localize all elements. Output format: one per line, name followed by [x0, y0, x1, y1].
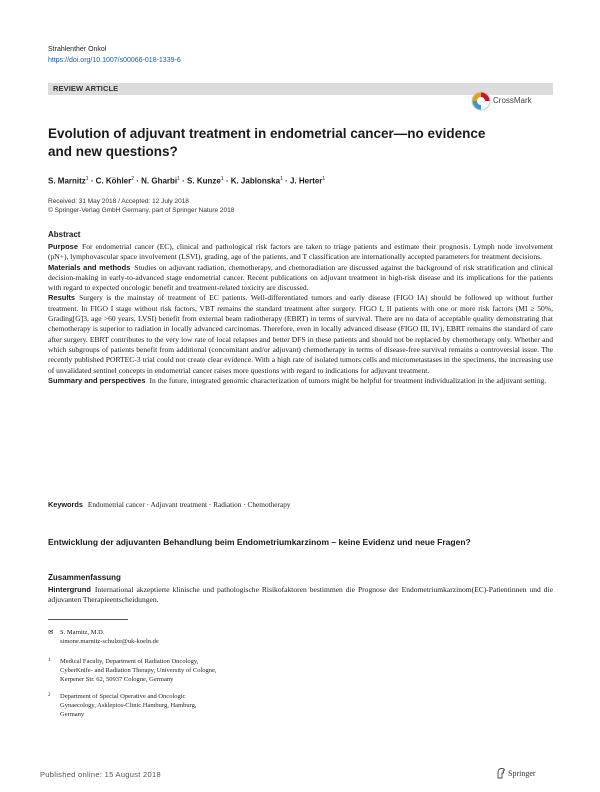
- german-background-label: Hintergrund: [48, 585, 91, 594]
- affiliation-1-number: 1: [48, 658, 51, 663]
- german-background: [48, 585, 553, 606]
- doi-link[interactable]: https://doi.org/10.1007/s00066-018-1339-6: [48, 57, 181, 64]
- affiliation-2-line-2: Gynaecology, Asklepios-Clinic Hamburg, Hamburg,: [60, 702, 197, 709]
- author-affiliation-mark: 1: [85, 176, 89, 182]
- author-name[interactable]: S. Kunze: [187, 176, 221, 186]
- correspondence: [48, 628, 159, 646]
- publisher-name: Springer: [508, 769, 536, 778]
- envelope-icon: ✉: [48, 628, 54, 636]
- corresponding-author: S. Marnitz, M.D.: [60, 629, 105, 636]
- author-separator: ·: [282, 176, 290, 186]
- author-affiliation-mark: 2: [131, 176, 135, 182]
- affiliation-1-line-1: Medical Faculty, Department of Radiation Oncology,: [60, 658, 199, 665]
- abstract-summary: [48, 376, 553, 386]
- article-title: [48, 125, 528, 161]
- author-separator: ·: [134, 176, 142, 186]
- author-name[interactable]: N. Gharbi: [141, 176, 178, 186]
- springer-horse-icon: [496, 767, 506, 779]
- journal-name: Strahlenther Onkol: [48, 46, 107, 53]
- footnote-divider: [48, 619, 128, 620]
- corresponding-email[interactable]: simone.marnitz-schulze@uk-koeln.de: [60, 638, 159, 645]
- crossmark-icon: [471, 91, 491, 111]
- affiliation-2-number: 2: [48, 693, 51, 698]
- author-name[interactable]: J. Herter: [289, 176, 323, 186]
- abstract-methods-label: Materials and methods: [48, 262, 131, 272]
- author-affiliation-mark: 1: [220, 176, 224, 182]
- affiliation-2: [48, 692, 197, 719]
- abstract-purpose-label: Purpose: [48, 242, 79, 251]
- keywords-text: Endometrial cancer · Adjuvant treatment · Radiation · Chemotherapy: [87, 500, 291, 509]
- affiliation-1-line-3: Kerpener Str. 62, 50937 Cologne, Germany: [60, 676, 174, 683]
- keywords: [48, 500, 291, 509]
- keywords-label: Keywords: [48, 500, 83, 509]
- author-affiliation-mark: 1: [280, 176, 283, 182]
- affiliation-1-line-2: CyberKnife- and Radiation Therapy, University of Cologne,: [60, 667, 217, 674]
- abstract-results-text: Surgery is the mainstay of treatment of EC patients. Well-differentiated tumors and early disease (FIGO IA) should be followed up without further treatment. In FIGO I stage without risk factors, VBT remains the standard treatment after surgery. FIGO I, II patients with one or more risk factors (MI ≥ 50%, Grading[G]3, age >60 years, LVSI) benefit from external beam radiotherapy (EBRT) in terms of survival. There are no data of acceptable quality demonstrating that chemotherapy is superior to radiation in locally advanced carcinomas. Therefore, even in locally advanced disease (FIGO III, IV), EBRT remains the standard of care after surgery. EBRT contributes to the very low rate of local relapses and better DFS in these patients and should not be replaced by chemotherapy only. Whether and which subgroups of patients benefit from additional (concomitant and/or adjuvant) chemotherapy in terms of disease-free survival remains a controversial issue. The recently published PORTEC-3 trial could not create clear evidence. With a high rate of isolated tumors cells and micrometastases in the specimens, the increasing use of unvalidated sentinel concepts in endometrial cancer raises more questions with regard to indications for adjuvant treatment.: [48, 293, 553, 375]
- title-line-1: Evolution of adjuvant treatment in endometrial cancer—no evidence: [48, 126, 486, 141]
- abstract-heading: Abstract: [48, 230, 81, 239]
- author-separator: ·: [179, 176, 188, 186]
- author-affiliation-mark: 1: [177, 176, 180, 182]
- affiliation-2-line-1: Department of Special Operative and Oncologic: [60, 693, 186, 700]
- german-title: Entwicklung der adjuvanten Behandlung beim Endometriumkarzinom – keine Evidenz und neue Fragen?: [48, 537, 471, 547]
- abstract-summary-label: Summary and perspectives: [48, 375, 146, 385]
- title-line-2: and new questions?: [48, 144, 178, 159]
- author-name[interactable]: K. Jablonska: [230, 176, 281, 186]
- author-list: [48, 176, 325, 186]
- crossmark-badge[interactable]: [471, 91, 551, 111]
- author-name[interactable]: C. Köhler: [95, 176, 132, 186]
- abstract-results: [48, 293, 553, 375]
- author-separator: ·: [88, 176, 96, 186]
- german-background-text: International akzeptierte klinische und pathologische Risikofaktoren bestimmen die Prognose der Endometriumkarzinom(EC)-Patientinnen und die adjuvanten Therapieentscheidungen.: [48, 585, 553, 605]
- abstract-summary-text: In the future, integrated genomic characterization of tumors might be helpful for treatment individualization in the adjuvant setting.: [149, 375, 547, 385]
- copyright: © Springer-Verlag GmbH Germany, part of Springer Nature 2018: [48, 207, 235, 214]
- abstract-methods: [48, 263, 553, 294]
- abstract-purpose-text: For endometrial cancer (EC), clinical and pathological risk factors are taken to triage patients and estimate their prognosis. Lymph node involvement (pN+), lymphovascular space involvement (LSVI), grading, age of the patients, and T classification are internationally accepted parameters for treatment decisions.: [48, 242, 553, 262]
- section-label: REVIEW ARTICLE: [53, 84, 119, 93]
- author-separator: ·: [223, 176, 231, 186]
- german-subheading: Zusammenfassung: [48, 573, 121, 582]
- article-dates: [48, 197, 234, 215]
- abstract-body: [48, 242, 553, 386]
- crossmark-label: CrossMark: [493, 96, 532, 105]
- affiliation-2-line-3: Germany: [60, 711, 85, 718]
- affiliation-1: [48, 657, 217, 684]
- german-abstract: [48, 585, 553, 606]
- received-accepted: Received: 31 May 2018 / Accepted: 12 July 2018: [48, 198, 189, 205]
- abstract-results-label: Results: [48, 293, 76, 303]
- author-affiliation-mark: 1: [322, 176, 326, 182]
- abstract-methods-text: Studies on adjuvant radiation, chemotherapy, and chemoradiation are discussed against the background of risk stratification and clinical decision-making in early-to-advanced stage endometrial cancer. Recent publications on adjuvant treatment in high-risk disease and its implications for the patients with regard to expected oncologic benefit and treatment-related toxicity are discussed.: [48, 262, 553, 293]
- published-date: Published online: 15 August 2018: [40, 770, 161, 779]
- abstract-purpose: [48, 242, 553, 263]
- author-name[interactable]: S. Marnitz: [48, 176, 86, 186]
